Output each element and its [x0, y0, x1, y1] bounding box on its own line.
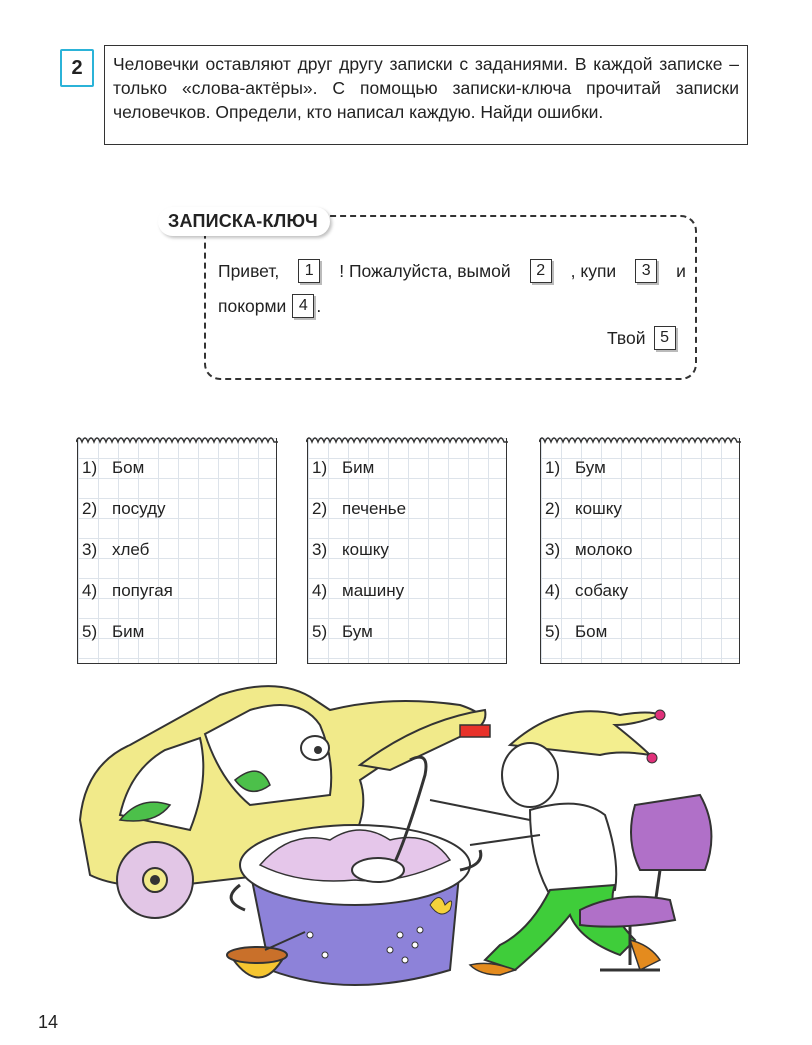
list-item: 5) Бим: [82, 622, 145, 641]
torn-edge: [76, 432, 278, 444]
list-item: 4) собаку: [545, 581, 629, 600]
list-item: 2) посуду: [82, 499, 166, 518]
key-text-2b: .: [316, 295, 322, 316]
list-item: 3) кошку: [312, 540, 389, 559]
list-item: 5) Бом: [545, 622, 608, 641]
task-number: 2: [60, 49, 94, 87]
key-box-2: 2: [530, 259, 552, 283]
key-text-1b: ! Пожалуйста, вымой: [339, 260, 511, 281]
list-item: 1) Бум: [545, 458, 606, 477]
key-note-line-1: [218, 259, 686, 283]
page-number: 14: [38, 1012, 59, 1032]
torn-edge: [539, 432, 741, 444]
key-note-signature: [607, 326, 678, 350]
key-text-2a: покорми: [218, 295, 287, 316]
key-box-5: 5: [654, 326, 676, 350]
list-item: 5) Бум: [312, 622, 373, 641]
key-box-4: 4: [292, 294, 314, 318]
list-item: 1) Бом: [82, 458, 145, 477]
key-sign-text: Твой: [607, 327, 646, 348]
list-item: 1) Бим: [312, 458, 375, 477]
key-box-1: 1: [298, 259, 320, 283]
key-box-3: 3: [635, 259, 657, 283]
list-item: 3) хлеб: [82, 540, 150, 559]
list-item: 2) печенье: [312, 499, 407, 518]
key-note-title: ЗАПИСКА-КЛЮЧ: [158, 207, 330, 236]
list-item: 2) кошку: [545, 499, 622, 518]
list-item: 4) попугая: [82, 581, 173, 600]
note-2: [307, 438, 507, 664]
illustration: [60, 670, 740, 1000]
note-1: [77, 438, 277, 664]
key-text-1c: , купи: [570, 260, 617, 281]
torn-edge: [306, 432, 508, 444]
note-3: [540, 438, 740, 664]
list-item: 4) машину: [312, 581, 405, 600]
key-note-line-2: [218, 294, 321, 318]
list-item: 3) молоко: [545, 540, 633, 559]
task-instructions: Человечки оставляют друг другу записки с заданиями. В каждой записке – только «слова-актёры». С помощью записки-ключа прочитай записки человечков. Определи, кто написал каждую. Найди ошибки.: [104, 45, 748, 145]
key-text-1a: Привет,: [218, 260, 280, 281]
key-text-1d: и: [676, 260, 686, 281]
